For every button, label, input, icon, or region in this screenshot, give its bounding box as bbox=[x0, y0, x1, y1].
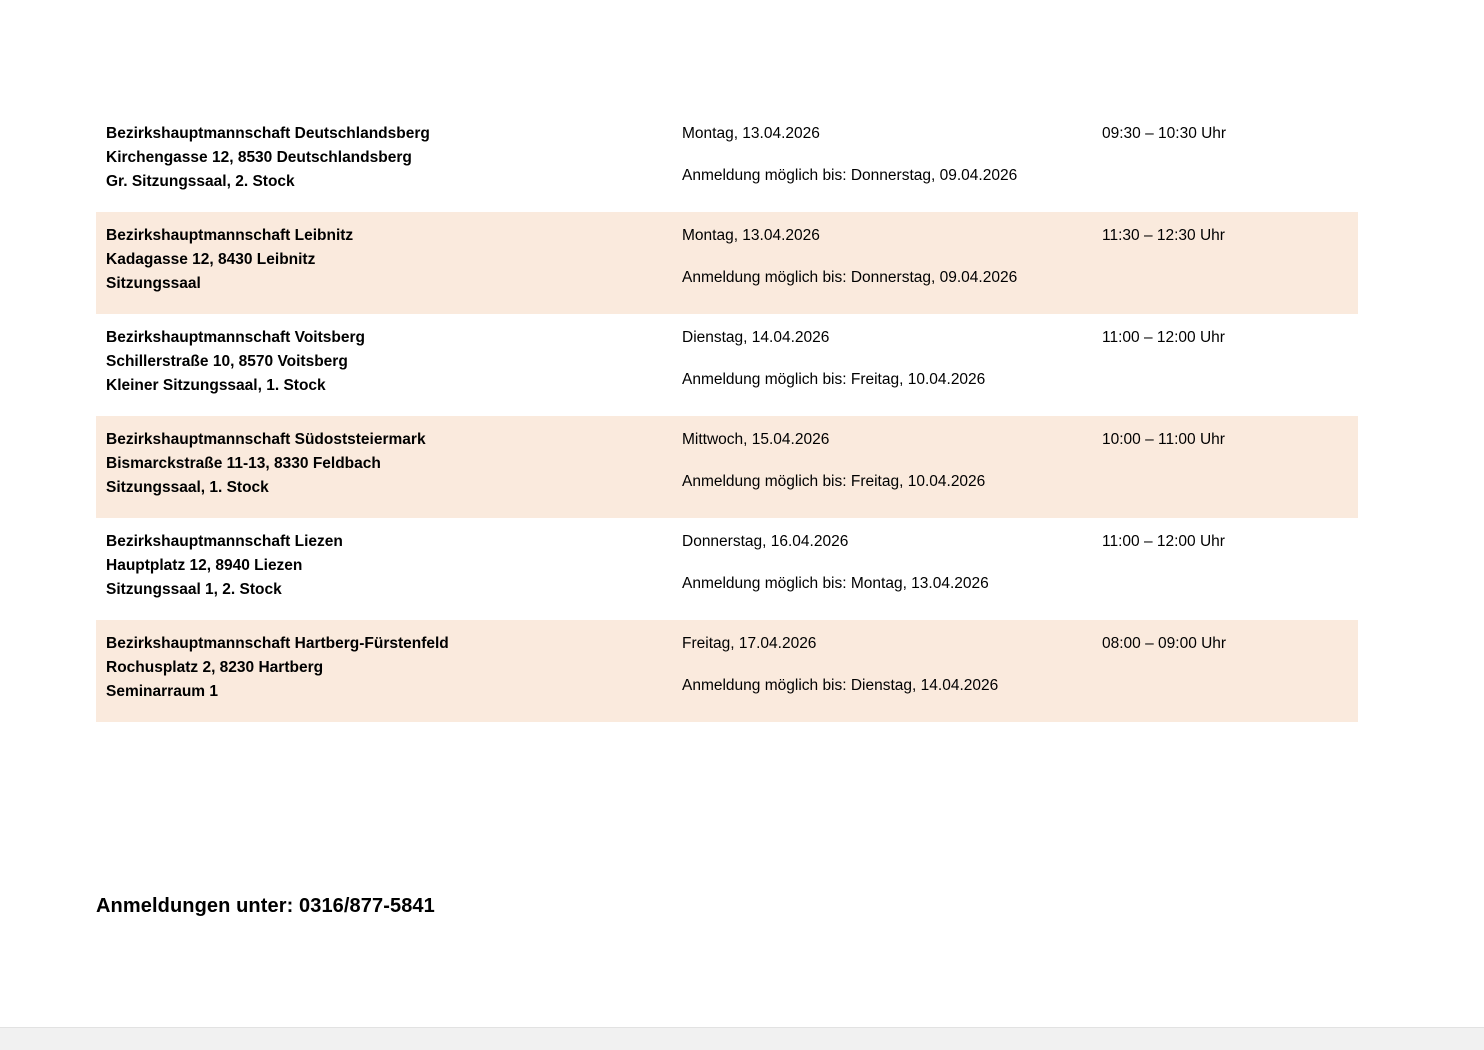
table-row bbox=[96, 314, 1358, 416]
appointment-date-text: Freitag, 17.04.2026 bbox=[682, 635, 817, 653]
cell-location bbox=[96, 212, 672, 314]
table-body bbox=[96, 110, 1358, 722]
viewer-bottom-bar bbox=[0, 1027, 1484, 1050]
location-room-text: Sitzungssaal bbox=[106, 275, 201, 293]
cell-date bbox=[672, 110, 1092, 212]
cell-time bbox=[1092, 314, 1358, 416]
location-name-text: Bezirkshauptmannschaft Deutschlandsberg bbox=[106, 125, 430, 142]
cell-location bbox=[96, 314, 672, 416]
cell-date bbox=[672, 416, 1092, 518]
cell-date bbox=[672, 620, 1092, 722]
date-spacer bbox=[682, 554, 1082, 572]
appointment-time-text: 08:00 – 09:00 Uhr bbox=[1102, 635, 1227, 653]
registration-deadline-text: Anmeldung möglich bis: Montag, 13.04.2026 bbox=[682, 575, 989, 593]
registration-deadline-text: Anmeldung möglich bis: Freitag, 10.04.2026 bbox=[682, 473, 986, 491]
registration-deadline-text: Anmeldung möglich bis: Donnerstag, 09.04.2026 bbox=[682, 167, 1018, 185]
table-row bbox=[96, 620, 1358, 722]
location-address-text: Kadagasse 12, 8430 Leibnitz bbox=[106, 251, 316, 269]
location-room-text: Kleiner Sitzungssaal, 1. Stock bbox=[106, 377, 326, 395]
appointment-date-text: Dienstag, 14.04.2026 bbox=[682, 329, 830, 347]
date-spacer bbox=[682, 146, 1082, 164]
date-spacer bbox=[682, 452, 1082, 470]
appointment-date-text: Montag, 13.04.2026 bbox=[682, 227, 820, 245]
cell-time bbox=[1092, 518, 1358, 620]
cell-location bbox=[96, 416, 672, 518]
location-address-text: Kirchengasse 12, 8530 Deutschlandsberg bbox=[106, 149, 412, 167]
cell-date bbox=[672, 314, 1092, 416]
table-row bbox=[96, 518, 1358, 620]
cell-time bbox=[1092, 620, 1358, 722]
cell-date bbox=[672, 518, 1092, 620]
cell-location bbox=[96, 518, 672, 620]
location-room-text: Gr. Sitzungssaal, 2. Stock bbox=[106, 173, 295, 191]
location-name-text: Bezirkshauptmannschaft Hartberg-Fürstenfeld bbox=[106, 635, 449, 653]
location-name-text: Bezirkshauptmannschaft Voitsberg bbox=[106, 329, 365, 347]
appointment-date-text: Donnerstag, 16.04.2026 bbox=[682, 533, 849, 551]
cell-time bbox=[1092, 110, 1358, 212]
appointment-time-text: 10:00 – 11:00 Uhr bbox=[1102, 431, 1225, 449]
location-address-text: Bismarckstraße 11-13, 8330 Feldbach bbox=[106, 455, 381, 473]
location-address-text: Hauptplatz 12, 8940 Liezen bbox=[106, 557, 303, 575]
cell-time bbox=[1092, 416, 1358, 518]
appointment-date-text: Mittwoch, 15.04.2026 bbox=[682, 431, 830, 449]
date-spacer bbox=[682, 656, 1082, 674]
location-address-text: Schillerstraße 10, 8570 Voitsberg bbox=[106, 353, 348, 371]
date-spacer bbox=[682, 248, 1082, 266]
location-name-text: Bezirkshauptmannschaft Südoststeiermark bbox=[106, 431, 426, 449]
date-spacer bbox=[682, 350, 1082, 368]
registration-deadline-text: Anmeldung möglich bis: Dienstag, 14.04.2026 bbox=[682, 677, 999, 695]
appointment-time-text: 11:00 – 12:00 Uhr bbox=[1102, 533, 1225, 551]
table-row bbox=[96, 416, 1358, 518]
location-name-text: Bezirkshauptmannschaft Leibnitz bbox=[106, 227, 354, 245]
appointment-time-text: 11:30 – 12:30 Uhr bbox=[1102, 227, 1225, 245]
location-address-text: Rochusplatz 2, 8230 Hartberg bbox=[106, 659, 324, 677]
appointment-schedule-table bbox=[96, 110, 1358, 722]
cell-location bbox=[96, 620, 672, 722]
registration-deadline-text: Anmeldung möglich bis: Freitag, 10.04.2026 bbox=[682, 371, 986, 389]
cell-location bbox=[96, 110, 672, 212]
location-name-text: Bezirkshauptmannschaft Liezen bbox=[106, 533, 343, 551]
appointment-time-text: 11:00 – 12:00 Uhr bbox=[1102, 329, 1225, 347]
location-room-text: Sitzungssaal, 1. Stock bbox=[106, 479, 269, 497]
appointment-time-text: 09:30 – 10:30 Uhr bbox=[1102, 125, 1227, 142]
location-room-text: Sitzungssaal 1, 2. Stock bbox=[106, 581, 282, 599]
table-row bbox=[96, 212, 1358, 314]
appointment-date-text: Montag, 13.04.2026 bbox=[682, 125, 820, 142]
registration-deadline-text: Anmeldung möglich bis: Donnerstag, 09.04.2026 bbox=[682, 269, 1018, 287]
cell-time bbox=[1092, 212, 1358, 314]
location-room-text: Seminarraum 1 bbox=[106, 683, 218, 701]
cell-date bbox=[672, 212, 1092, 314]
registration-phone-note: Anmeldungen unter: 0316/877-5841 bbox=[96, 895, 435, 917]
table-row bbox=[96, 110, 1358, 212]
